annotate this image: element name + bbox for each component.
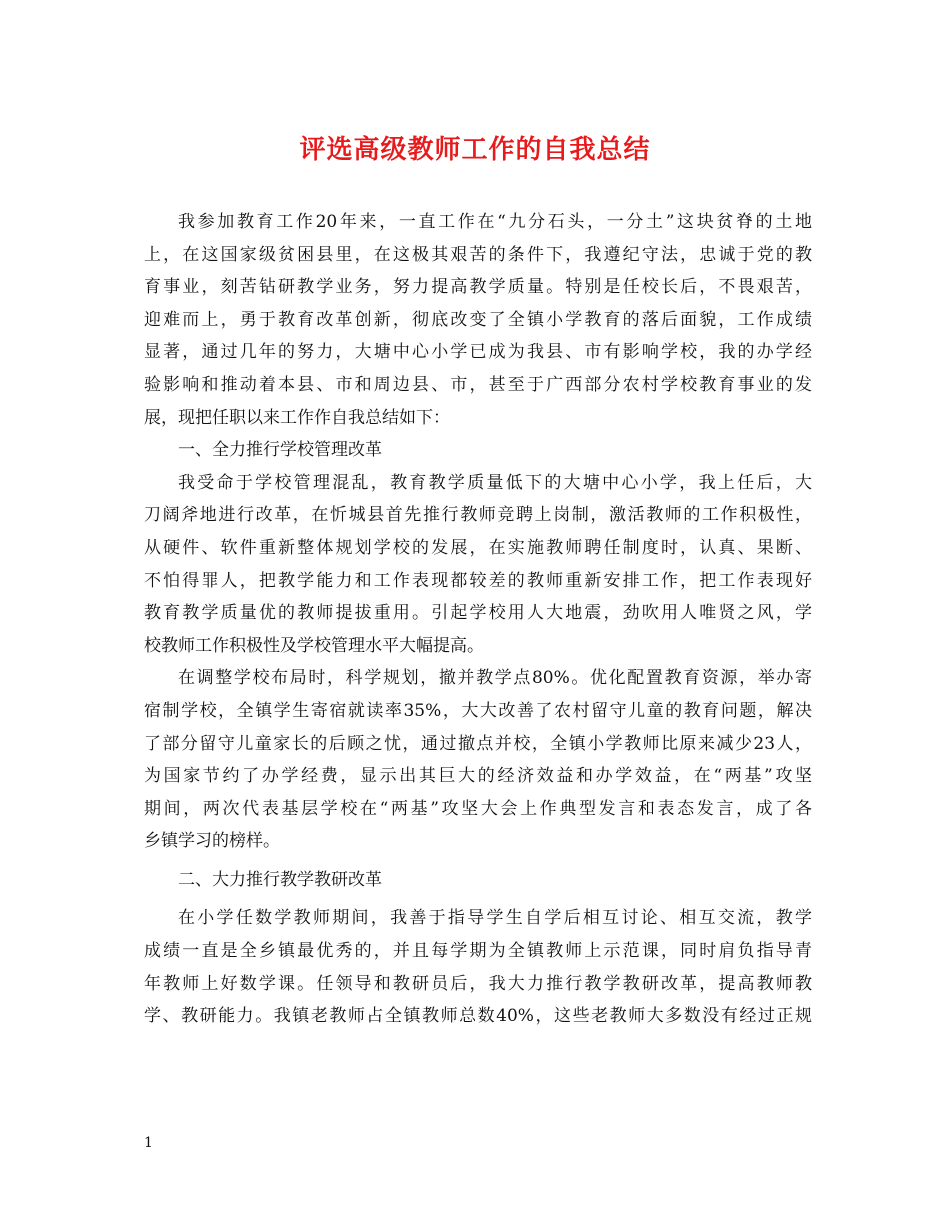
paragraph-line: 宿制学校，全镇学生寄宿就读率35%，大大改善了农村留守儿童的教育问题，解决 bbox=[144, 700, 812, 721]
paragraph-line: 在调整学校布局时，科学规划，撤并教学点80%。优化配置教育资源，举办寄 bbox=[178, 668, 812, 689]
page-number: 1 bbox=[144, 1135, 153, 1151]
paragraph-line: 乡镇学习的榜样。 bbox=[144, 831, 280, 852]
paragraph-line: 为国家节约了办学经费，显示出其巨大的经济效益和办学效益，在“两基”攻坚 bbox=[144, 766, 812, 787]
paragraph-line: 展，现把任职以来工作作自我总结如下： bbox=[144, 407, 450, 428]
paragraph-line: 迎难而上，勇于教育改革创新，彻底改变了全镇小学教育的落后面貌，工作成绩 bbox=[144, 309, 812, 330]
paragraph-line: 育事业，刻苦钻研教学业务，努力提高教学质量。特别是任校长后，不畏艰苦， bbox=[144, 277, 812, 298]
paragraph-line: 刀阔斧地进行改革，在忻城县首先推行教师竞聘上岗制，激活教师的工作积极性， bbox=[144, 505, 812, 526]
paragraph-line: 在小学任数学教师期间，我善于指导学生自学后相互讨论、相互交流，教学 bbox=[178, 908, 812, 929]
paragraph-line: 显著，通过几年的努力，大塘中心小学已成为我县、市有影响学校，我的办学经 bbox=[144, 342, 812, 363]
section-heading: 二、大力推行教学教研改革 bbox=[178, 869, 382, 890]
paragraph-line: 教育教学质量优的教师提拔重用。引起学校用人大地震，劲吹用人唯贤之风，学 bbox=[144, 603, 812, 624]
paragraph-line: 从硬件、软件重新整体规划学校的发展，在实施教师聘任制度时，认真、果断、 bbox=[144, 537, 812, 558]
paragraph-line: 学、教研能力。我镇老教师占全镇教师总数40%，这些老教师大多数没有经过正规 bbox=[144, 1006, 812, 1027]
paragraph-line: 了部分留守儿童家长的后顾之忧，通过撤点并校，全镇小学教师比原来减少23人， bbox=[144, 733, 812, 754]
paragraph-line: 校教师工作积极性及学校管理水平大幅提高。 bbox=[144, 635, 484, 656]
paragraph-line: 年教师上好数学课。任领导和教研员后，我大力推行教学教研改革，提高教师教 bbox=[144, 973, 812, 994]
paragraph-line: 我参加教育工作20年来，一直工作在“九分石头，一分土”这块贫脊的土地 bbox=[178, 212, 812, 232]
paragraph-line: 期间，两次代表基层学校在“两基”攻坚大会上作典型发言和表态发言，成了各 bbox=[144, 798, 812, 819]
section-heading: 一、全力推行学校管理改革 bbox=[178, 440, 382, 461]
paragraph-line: 上，在这国家级贫困县里，在这极其艰苦的条件下，我遵纪守法，忠诚于党的教 bbox=[144, 244, 812, 265]
paragraph-line: 我受命于学校管理混乱，教育教学质量低下的大塘中心小学，我上任后，大 bbox=[178, 472, 812, 493]
document-body bbox=[144, 206, 812, 1033]
paragraph-line: 不怕得罪人，把教学能力和工作表现都较差的教师重新安排工作，把工作表现好 bbox=[144, 570, 812, 591]
paragraph-line: 验影响和推动着本县、市和周边县、市，甚至于广西部分农村学校教育事业的发 bbox=[144, 374, 812, 395]
document-title: 评选高级教师工作的自我总结 bbox=[299, 135, 651, 165]
paragraph-line: 成绩一直是全乡镇最优秀的，并且每学期为全镇教师上示范课，同时肩负指导青 bbox=[144, 941, 812, 962]
